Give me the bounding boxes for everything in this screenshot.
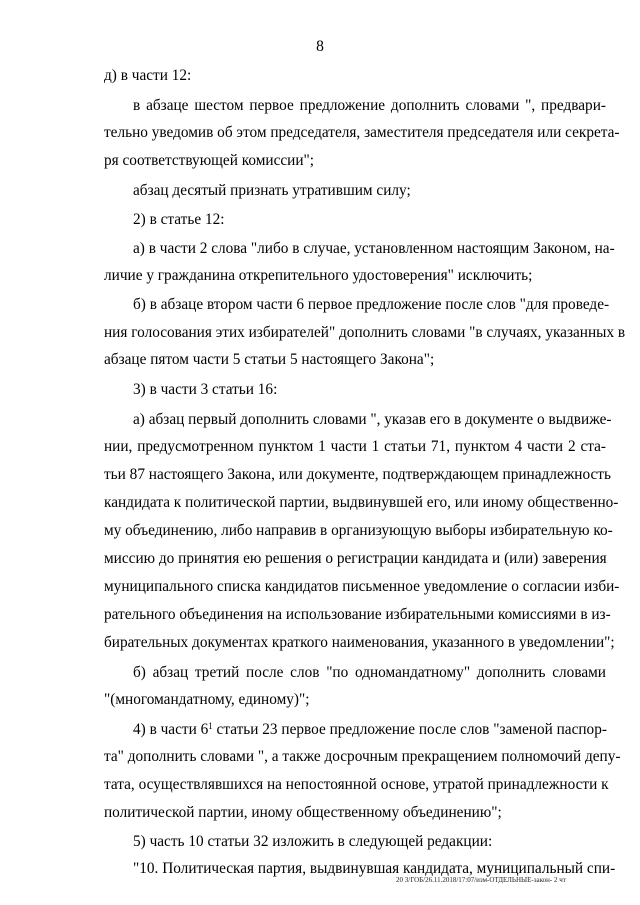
page-number: 8	[316, 38, 324, 55]
text-fragment: 4) в части 6	[133, 721, 209, 738]
text-line: муниципального списка кандидатов письменное уведомление о согласии изби-	[104, 578, 620, 595]
text-line: а) абзац первый дополнить словами ", указав его в документе о выдвиже-	[133, 411, 612, 428]
text-line: та" дополнить словами ", а также досрочным прекращением полномочий депу-	[104, 748, 621, 765]
text-line: му объединению, либо направив в организующую выборы избирательную ко-	[104, 522, 613, 539]
text-line: б) абзац третий после слов "по одномандатному" дополнить словами	[133, 664, 606, 681]
text-line: тьи 87 настоящего Закона, или документе, подтверждающем принадлежность	[104, 466, 611, 483]
text-line: рательного объединения на использование избирательными комиссиями в из-	[104, 606, 611, 623]
text-line: политической партии, иному общественному объединению";	[104, 804, 502, 821]
text-line: миссию до принятия ею решения о регистрации кандидата и (или) заверения	[104, 550, 607, 567]
text-line: б) в абзаце втором части 6 первое предложение после слов "для проведе-	[133, 296, 610, 313]
text-line: 5) часть 10 статьи 32 изложить в следующей редакции:	[133, 833, 493, 850]
text-line	[133, 721, 606, 739]
text-line: тельно уведомив об этом председателя, заместителя председателя или секрета-	[104, 124, 620, 141]
text-line: 2) в статье 12:	[133, 211, 225, 228]
text-line: нии, предусмотренном пунктом 1 части 1 статьи 71, пунктом 4 части 2 ста-	[104, 438, 606, 455]
text-line: д) в части 12:	[104, 67, 192, 84]
text-line: абзац десятый признать утратившим силу;	[133, 182, 411, 199]
text-line: а) в части 2 слова "либо в случае, установленном настоящим Законом, на-	[133, 240, 615, 257]
text-line: "10. Политическая партия, выдвинувшая кандидата, муниципальный спи-	[133, 860, 616, 877]
text-line: тата, осуществлявшихся на непостоянной основе, утратой принадлежности к	[104, 776, 609, 793]
text-line: кандидата к политической партии, выдвинувшей его, или иному общественно-	[104, 494, 619, 511]
text-line: бирательных документах краткого наименования, указанного в уведомлении";	[104, 634, 615, 651]
text-line: ря соответствующей комиссии";	[104, 152, 315, 169]
text-line: ния голосования этих избирателей" дополнить словами "в случаях, указанных в	[104, 324, 626, 341]
text-line: абзаце пятом части 5 статьи 5 настоящего Закона";	[104, 351, 435, 368]
text-line: "(многомандатному, единому)";	[104, 691, 310, 708]
footer-code: 20 3/ГОБ/26.11.2018/17:07/изм-ОТДЕЛЬНЫЕ-закон- 2 чт	[396, 876, 566, 884]
superscript: 1	[208, 721, 213, 731]
text-line: личие у гражданина открепительного удостоверения" исключить;	[104, 267, 533, 284]
text-fragment: статьи 23 первое предложение после слов "заменой паспор-	[212, 721, 607, 738]
text-line: в абзаце шестом первое предложение дополнить словами ", предвари-	[133, 97, 606, 114]
text-line: 3) в части 3 статьи 16:	[133, 381, 278, 398]
